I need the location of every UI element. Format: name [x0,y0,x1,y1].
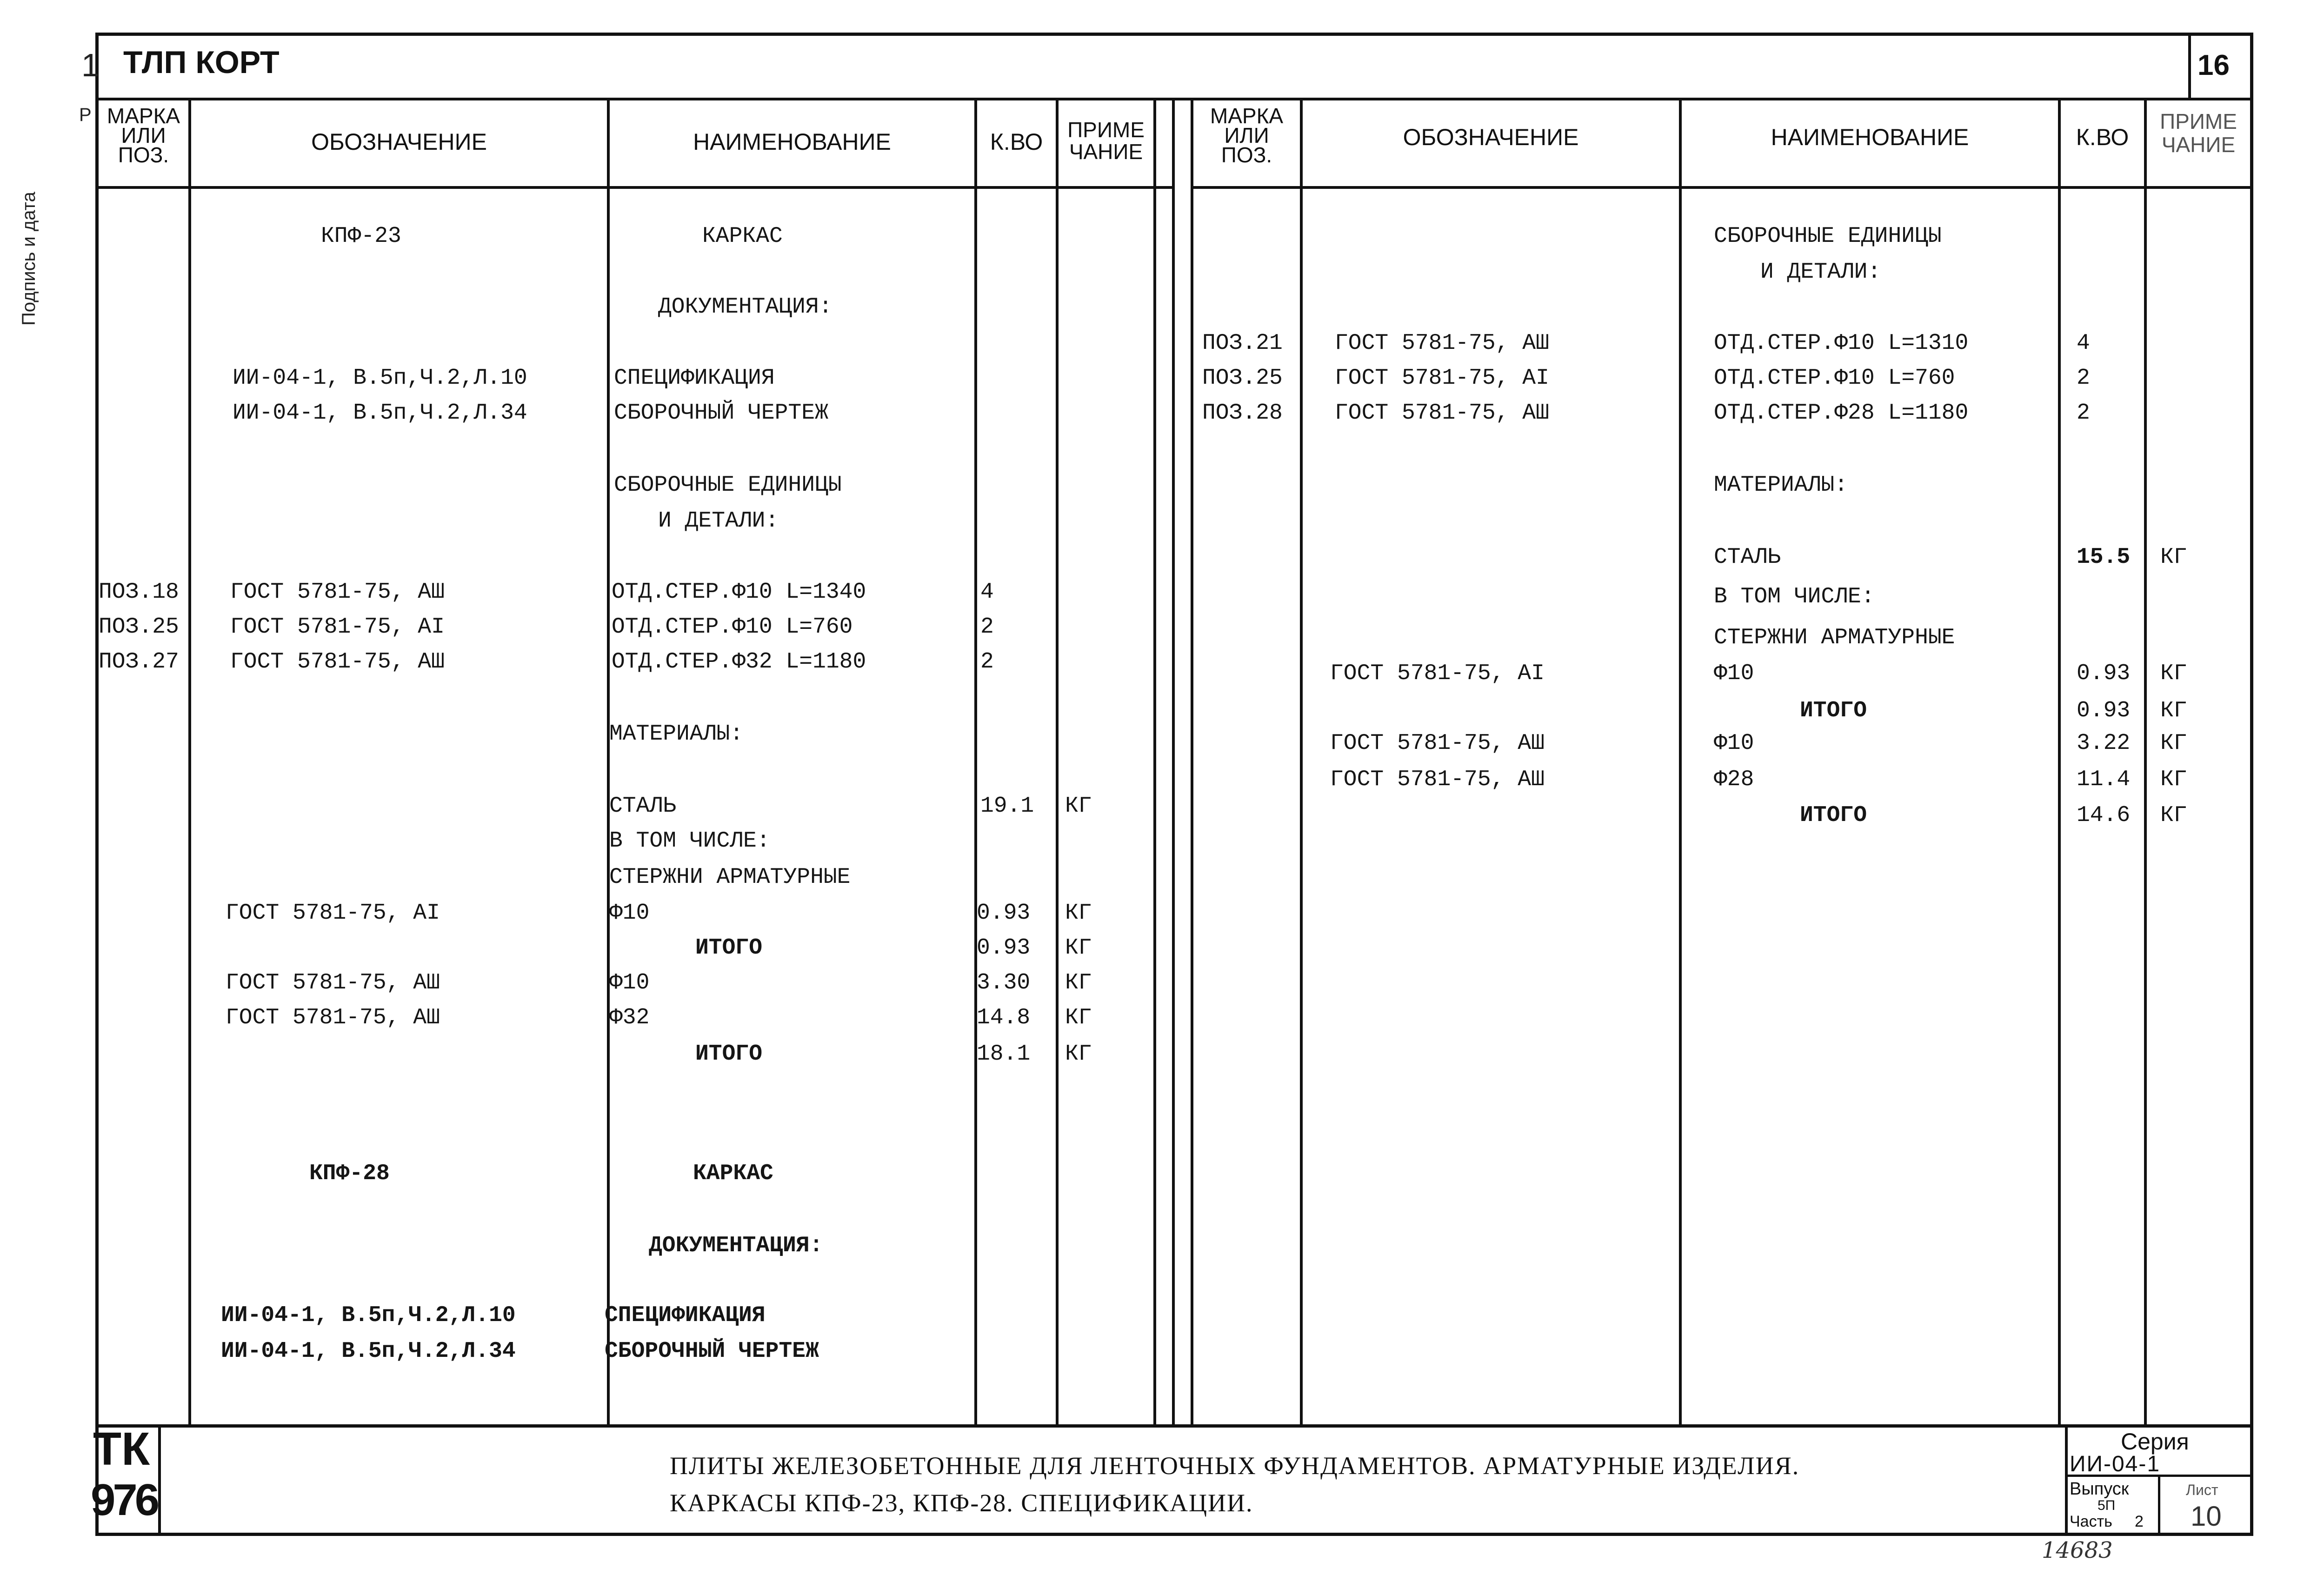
table-row-name: И ДЕТАЛИ: [658,508,779,534]
frame-top [95,33,2253,36]
right-col-line-3 [2058,100,2061,1426]
right-col-line-2 [1679,100,1682,1426]
table-row-mark: ПОЗ.25 [1202,366,1283,391]
table-row-name: В ТОМ ЧИСЛЕ: [1714,584,1875,609]
right-col-line-0 [1191,100,1193,1426]
part-value: 2 [2135,1513,2144,1530]
table-row-qty: 14.8 [977,1005,1031,1030]
table-row-designation: ИИ-04-1, В.5п,Ч.2,Л.10 [221,1303,516,1328]
right-col-line-4 [2144,100,2147,1426]
table-row-designation: ГОСТ 5781-75, АШ [1330,767,1545,792]
table-row-note: КГ [2160,698,2187,723]
table-row-qty: 14.6 [2077,803,2131,828]
table-row-designation: ИИ-04-1, В.5п,Ч.2,Л.34 [221,1339,516,1364]
colhead-bottom-left [95,186,1174,189]
table-row-qty: 4 [2077,331,2090,356]
table-row-name: ОТД.СТЕР.Ф28 L=1180 [1714,401,1969,426]
series-label: Серия [2121,1428,2189,1455]
table-row-name: СБОРОЧНЫЕ ЕДИНИЦЫ [1714,224,1942,249]
stamp-bottom: 976 [91,1475,157,1525]
right-head-mark-1: МАРКА [1210,104,1284,128]
right-head-note-1: ПРИМЕ [2160,109,2237,134]
stamp-top: ТК [93,1423,150,1475]
table-row-note: КГ [2160,731,2187,756]
colhead-bottom-right [1191,186,2253,189]
table-row-qty: 2 [980,614,994,640]
table-row-name: ОТД.СТЕР.Ф10 L=760 [1714,366,1955,391]
left-head-mark-1: МАРКА [107,104,180,128]
left-mark: 1 [81,47,100,83]
table-row-note: КГ [1065,935,1092,961]
drawing-title-line-2: КАРКАСЫ КПФ-23, КПФ-28. СПЕЦИФИКАЦИИ. [670,1489,1253,1517]
footer-series-line [2065,1424,2068,1536]
table-row-note: КГ [2160,661,2187,686]
right-head-name: НАИМЕНОВАНИЕ [1771,124,1969,150]
table-row-name: ОТД.СТЕР.Ф32 L=1180 [612,649,866,674]
table-row-designation: КПФ-23 [321,224,401,249]
left-col-line-4 [1056,100,1059,1426]
footer-top-line [95,1424,2253,1428]
table-row-qty: 0.93 [2077,698,2131,723]
table-row-qty: 11.4 [2077,767,2131,792]
table-row-note: КГ [2160,545,2187,570]
table-row-qty: 2 [2077,366,2090,391]
table-row-designation: ГОСТ 5781-75, АШ [1330,731,1545,756]
table-row-name: Ф10 [609,901,650,926]
frame-bottom [95,1533,2253,1536]
table-row-name: ДОКУМЕНТАЦИЯ: [658,294,832,320]
table-row-name: Ф28 [1714,767,1754,792]
table-row-mark: ПОЗ.21 [1202,331,1283,356]
left-head-note-1: ПРИМЕ [1067,118,1145,142]
footer-stamp-line [158,1424,161,1536]
table-row-designation: ГОСТ 5781-75, АШ [230,580,445,605]
right-head-qty: К.ВО [2076,124,2129,150]
left-head-designation: ОБОЗНАЧЕНИЕ [311,129,487,155]
table-row-name: ИТОГО [1800,803,1867,828]
left-head-name: НАИМЕНОВАНИЕ [693,129,891,155]
left-col-line-6 [1172,100,1175,1426]
table-row-name: ОТД.СТЕР.Ф10 L=760 [612,614,853,640]
table-row-note: КГ [2160,803,2187,828]
table-row-name: КАРКАС [702,224,783,249]
table-row-qty: 2 [2077,401,2090,426]
table-row-name: СПЕЦИФИКАЦИЯ [614,366,775,391]
side-vertical-text: Подпись и дата [19,192,39,326]
table-row-note: КГ [1065,970,1092,995]
table-row-name: Ф10 [1714,731,1754,756]
table-row-qty: 3.22 [2077,731,2131,756]
frame-left [95,33,99,1535]
table-row-name: ОТД.СТЕР.Ф10 L=1340 [612,580,866,605]
footer-issue-line [2158,1475,2160,1536]
table-row-name: В ТОМ ЧИСЛЕ: [609,828,770,854]
table-row-designation: ГОСТ 5781-75, АШ [1335,401,1549,426]
left-head-qty: К.ВО [990,129,1043,155]
table-row-name: ДОКУМЕНТАЦИЯ: [649,1233,823,1258]
left-col-line-5 [1153,100,1156,1426]
table-row-name: СТАЛЬ [609,794,677,819]
frame-right [2250,33,2253,1535]
table-row-designation: ГОСТ 5781-75, АШ [226,970,440,995]
part-label: Часть [2070,1513,2112,1530]
table-row-qty: 4 [980,580,994,605]
table-row-name: ИТОГО [695,1041,763,1067]
table-row-qty: 0.93 [977,901,1031,926]
table-row-name: Ф10 [609,970,650,995]
table-row-name: КАРКАС [693,1161,773,1186]
table-row-name: СТЕРЖНИ АРМАТУРНЫЕ [609,865,851,890]
table-row-designation: ГОСТ 5781-75, AI [1335,366,1549,391]
issue-value: 5П [2098,1498,2116,1513]
table-row-qty: 15.5 [2077,545,2131,570]
drawing-title-line-1: ПЛИТЫ ЖЕЛЕЗОБЕТОННЫЕ ДЛЯ ЛЕНТОЧНЫХ ФУНДАМЕНТОВ. АРМАТУРНЫЕ ИЗДЕЛИЯ. [670,1452,1800,1480]
table-row-qty: 2 [980,649,994,674]
left-head-note-2: ЧАНИЕ [1069,140,1143,164]
table-row-name: СТЕРЖНИ АРМАТУРНЫЕ [1714,625,1955,650]
page-number: 16 [2197,49,2230,81]
table-row-designation: ИИ-04-1, В.5п,Ч.2,Л.34 [233,401,527,426]
left-col-line-1 [188,100,191,1426]
table-row-name: Ф10 [1714,661,1754,686]
table-row-note: КГ [2160,767,2187,792]
table-row-name: СБОРОЧНЫЙ ЧЕРТЕЖ [605,1339,819,1364]
sheet-label: Лист [2186,1482,2218,1498]
table-row-note: КГ [1065,1041,1092,1067]
table-row-name: СБОРОЧНЫЙ ЧЕРТЕЖ [614,401,828,426]
right-head-mark-2: ИЛИ [1224,123,1269,147]
table-row-designation: ГОСТ 5781-75, AI [1330,661,1545,686]
header-page-box-line [2188,33,2191,100]
table-row-designation: ГОСТ 5781-75, АШ [230,649,445,674]
table-row-name: МАТЕРИАЛЫ: [609,721,744,747]
series-value: ИИ-04-1 [2070,1452,2161,1476]
table-row-mark: ПОЗ.28 [1202,401,1283,426]
table-row-name: СБОРОЧНЫЕ ЕДИНИЦЫ [614,473,842,498]
table-row-name: СПЕЦИФИКАЦИЯ [605,1303,766,1328]
table-row-qty: 3.30 [977,970,1031,995]
table-row-name: СТАЛЬ [1714,545,1781,570]
table-row-note: КГ [1065,901,1092,926]
org-name: ТЛП КОРТ [123,45,280,80]
table-row-name: МАТЕРИАЛЫ: [1714,473,1848,498]
table-row-name: ИТОГО [1800,698,1867,723]
issue-label: Выпуск [2070,1479,2129,1499]
table-row-qty: 0.93 [977,935,1031,961]
table-row-designation: ГОСТ 5781-75, АШ [1335,331,1549,356]
handwritten-number: 14683 [2042,1537,2113,1563]
table-row-mark: ПОЗ.25 [99,614,179,640]
left-head-mark-2: ИЛИ [121,123,166,147]
table-row-name: И ДЕТАЛИ: [1760,260,1881,285]
right-head-note-2: ЧАНИЕ [2161,133,2236,157]
table-row-name: Ф32 [609,1005,650,1030]
table-row-designation: КПФ-28 [309,1161,390,1186]
left-head-mark-3: ПОЗ. [118,143,169,167]
right-head-designation: ОБОЗНАЧЕНИЕ [1403,124,1579,150]
table-row-note: КГ [1065,1005,1092,1030]
table-row-name: ИТОГО [695,935,763,961]
left-col-line-2 [607,100,610,1426]
table-row-qty: 18.1 [977,1041,1031,1067]
sheet-value: 10 [2191,1501,2222,1532]
table-row-qty: 19.1 [980,794,1034,819]
table-row-name: ОТД.СТЕР.Ф10 L=1310 [1714,331,1969,356]
table-row-note: КГ [1065,794,1092,819]
side-top-label: Р [79,105,92,125]
table-row-designation: ГОСТ 5781-75, AI [226,901,440,926]
right-head-mark-3: ПОЗ. [1221,143,1272,167]
table-row-designation: ГОСТ 5781-75, AI [230,614,445,640]
table-row-qty: 0.93 [2077,661,2131,686]
table-row-designation: ГОСТ 5781-75, АШ [226,1005,440,1030]
right-col-line-1 [1300,100,1303,1426]
left-col-line-3 [974,100,977,1426]
table-row-designation: ИИ-04-1, В.5п,Ч.2,Л.10 [233,366,527,391]
table-row-mark: ПОЗ.27 [99,649,179,674]
table-row-mark: ПОЗ.18 [99,580,179,605]
